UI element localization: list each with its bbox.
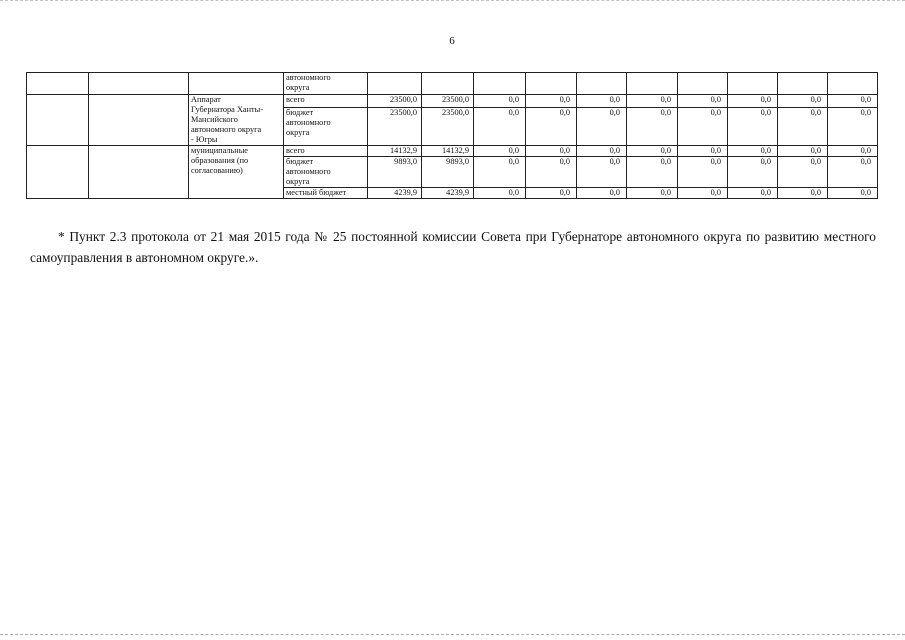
table-row: [27, 146, 878, 157]
cell-year-value: 23500,0: [422, 108, 474, 146]
cell-year-value: 0,0: [728, 108, 778, 146]
source-line: автономного: [286, 73, 331, 82]
scan-edge-top: [0, 0, 905, 4]
cell-year-value: 0,0: [678, 146, 728, 157]
cell-executor: [189, 73, 284, 95]
source-line: всего: [286, 95, 305, 104]
source-line: округа: [286, 83, 310, 92]
cell-year-value: 0,0: [526, 157, 577, 188]
cell-year-value: 23500,0: [422, 95, 474, 108]
cell-year-value: 0,0: [778, 108, 828, 146]
source-line: местный бюджет: [286, 188, 347, 197]
cell-year-value: 0,0: [474, 157, 526, 188]
executor-line: Аппарат: [191, 95, 221, 104]
scan-edge-bottom: [0, 634, 905, 637]
cell-year-value: 0,0: [526, 146, 577, 157]
cell-year-value: 14132,9: [422, 146, 474, 157]
cell-value: [422, 73, 474, 95]
cell-year-value: 0,0: [627, 157, 678, 188]
cell-value: [577, 73, 627, 95]
cell-year-value: 0,0: [577, 188, 627, 199]
cell-number: [27, 73, 89, 95]
cell-year-value: 0,0: [577, 95, 627, 108]
executor-line: образования (по: [191, 156, 249, 165]
footnote: * Пункт 2.3 протокола от 21 мая 2015 года № 25 постоянной комиссии Совета при Губернаторе автономного округа по развитию местного самоуправления в автономном округе.».: [30, 229, 876, 265]
cell-year-value: 0,0: [474, 146, 526, 157]
cell-year-value: 4239,9: [422, 188, 474, 199]
source-line: автономного: [286, 118, 331, 128]
source-line: бюджет: [286, 157, 314, 166]
cell-source: [284, 146, 368, 157]
cell-total: 23500,0: [368, 108, 422, 146]
cell-total: 23500,0: [368, 95, 422, 108]
cell-year-value: 0,0: [627, 146, 678, 157]
cell-total: 9893,0: [368, 157, 422, 188]
cell-year-value: 0,0: [474, 95, 526, 108]
cell-name: [89, 73, 189, 95]
cell-year-value: 0,0: [728, 188, 778, 199]
cell-year-value: 0,0: [828, 188, 878, 199]
cell-source: [284, 95, 368, 108]
table-body: [27, 73, 878, 199]
cell-year-value: 0,0: [526, 108, 577, 146]
cell-year-value: 0,0: [728, 95, 778, 108]
cell-value: [627, 73, 678, 95]
page-number: 6: [449, 35, 455, 47]
cell-source: [284, 73, 368, 95]
executor-line: - Югры: [191, 135, 218, 144]
cell-year-value: 0,0: [828, 146, 878, 157]
cell-year-value: 0,0: [728, 146, 778, 157]
cell-total: 4239,9: [368, 188, 422, 199]
cell-year-value: 0,0: [474, 108, 526, 146]
cell-number: [27, 146, 89, 199]
cell-value: [728, 73, 778, 95]
cell-year-value: 0,0: [678, 157, 728, 188]
cell-year-value: 0,0: [678, 188, 728, 199]
table-row-continuation: [27, 73, 878, 95]
cell-year-value: 0,0: [678, 108, 728, 146]
cell-year-value: 0,0: [526, 188, 577, 199]
cell-year-value: 0,0: [778, 146, 828, 157]
cell-name: [89, 95, 189, 146]
cell-year-value: 0,0: [627, 95, 678, 108]
cell-year-value: 0,0: [627, 188, 678, 199]
cell-year-value: 0,0: [828, 157, 878, 188]
cell-total: 14132,9: [368, 146, 422, 157]
cell-year-value: 0,0: [828, 108, 878, 146]
cell-number: [27, 95, 89, 146]
cell-year-value: 0,0: [577, 146, 627, 157]
source-line: всего: [286, 146, 305, 155]
cell-value: [368, 73, 422, 95]
executor-line: Губернатора Ханты-: [191, 105, 264, 114]
cell-value: [828, 73, 878, 95]
executor-line: согласованию): [191, 166, 243, 175]
cell-year-value: 0,0: [474, 188, 526, 199]
cell-year-value: 0,0: [778, 157, 828, 188]
cell-source: [284, 157, 368, 188]
cell-name: [89, 146, 189, 199]
cell-executor: [189, 95, 284, 146]
cell-year-value: 0,0: [778, 95, 828, 108]
source-line: округа: [286, 177, 310, 186]
cell-year-value: 0,0: [778, 188, 828, 199]
cell-value: [526, 73, 577, 95]
cell-year-value: 0,0: [526, 95, 577, 108]
source-line: автономного: [286, 167, 331, 176]
cell-executor: [189, 146, 284, 199]
source-line: округа: [286, 128, 310, 138]
cell-source: [284, 108, 368, 146]
executor-line: муниципальные: [191, 146, 248, 155]
cell-value: [778, 73, 828, 95]
cell-year-value: 0,0: [577, 108, 627, 146]
cell-year-value: 0,0: [828, 95, 878, 108]
source-line: бюджет: [286, 108, 314, 118]
table-row: [27, 95, 878, 108]
executor-line: Мансийского: [191, 115, 238, 124]
cell-value: [678, 73, 728, 95]
executor-line: автономного округа: [191, 125, 262, 134]
budget-table: [26, 72, 878, 199]
cell-value: [474, 73, 526, 95]
cell-year-value: 0,0: [627, 108, 678, 146]
cell-year-value: 9893,0: [422, 157, 474, 188]
cell-source: [284, 188, 368, 199]
cell-year-value: 0,0: [728, 157, 778, 188]
cell-year-value: 0,0: [678, 95, 728, 108]
cell-year-value: 0,0: [577, 157, 627, 188]
